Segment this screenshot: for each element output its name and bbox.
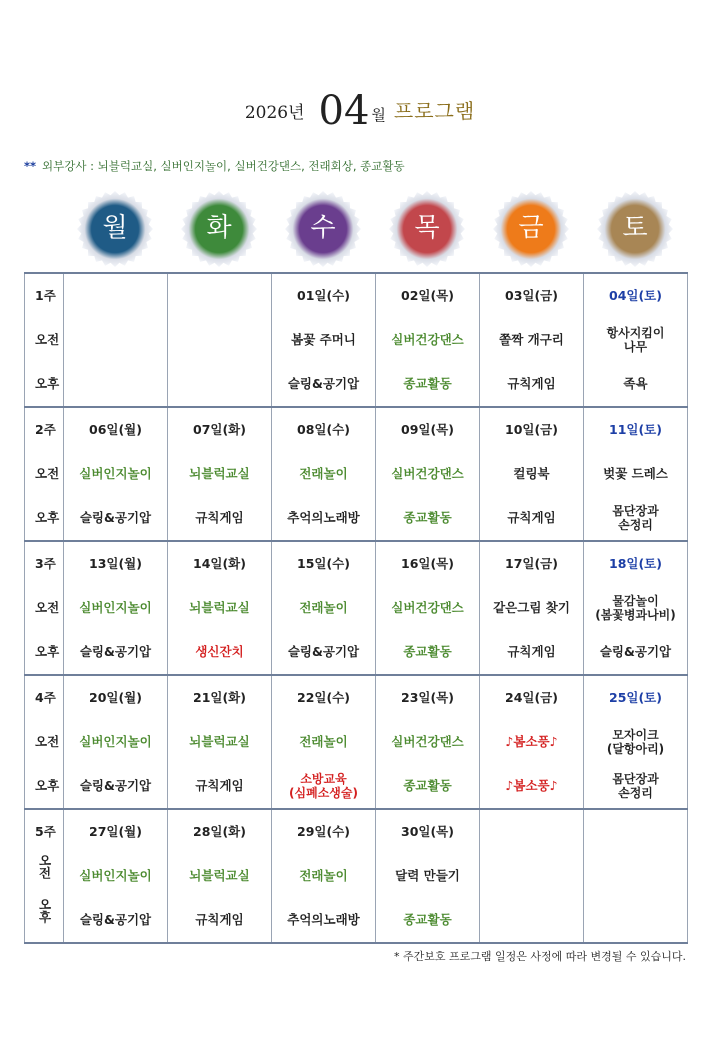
day-date: 18일(토) xyxy=(609,556,662,571)
am-activity: 전래놀이 xyxy=(299,466,348,481)
weekday-badges xyxy=(0,190,720,270)
am-activity: 실버인지놀이 xyxy=(79,868,152,883)
am-label: 오전 xyxy=(35,734,60,749)
external-instructor-note xyxy=(24,158,405,174)
day-date: 29일(수) xyxy=(297,824,350,839)
day-cell xyxy=(480,541,584,675)
week-label: 1주 xyxy=(35,288,56,303)
pm-activity: 슬링&공기압 xyxy=(287,376,360,391)
day-cell xyxy=(64,541,168,675)
day-cell xyxy=(584,541,688,675)
day-cell xyxy=(272,675,376,809)
day-cell xyxy=(272,273,376,407)
day-date xyxy=(64,274,167,318)
day-date: 17일(금) xyxy=(505,556,558,571)
day-cell xyxy=(480,273,584,407)
day-date: 16일(목) xyxy=(401,556,454,571)
week-label: 3주 xyxy=(35,556,56,571)
title-month-suffix: 월 xyxy=(371,106,386,124)
am-label: 오전 xyxy=(37,854,52,879)
day-date: 22일(수) xyxy=(297,690,350,705)
weekday-label-sat: 토 xyxy=(622,213,648,243)
day-date: 14일(화) xyxy=(193,556,246,571)
am-activity: 실버건강댄스 xyxy=(391,600,464,615)
am-activity: 실버인지놀이 xyxy=(79,466,152,481)
day-cell xyxy=(272,541,376,675)
weekday-label-mon: 월 xyxy=(102,213,128,243)
am-activity: 실버인지놀이 xyxy=(79,600,152,615)
page-title xyxy=(0,88,720,134)
pm-activity: 종교활동 xyxy=(403,510,452,525)
day-cell xyxy=(480,675,584,809)
pm-activity: 슬링&공기압 xyxy=(599,644,672,659)
day-cell xyxy=(376,407,480,541)
week-label: 2주 xyxy=(35,422,56,437)
day-date: 21일(화) xyxy=(193,690,246,705)
am-activity: 봄꽃 주머니 xyxy=(291,332,356,347)
day-date: 28일(화) xyxy=(193,824,246,839)
am-activity: 벚꽃 드레스 xyxy=(603,466,668,481)
pm-activity xyxy=(64,362,167,406)
pm-label: 오후 xyxy=(37,898,52,923)
day-cell xyxy=(168,809,272,943)
day-cell xyxy=(168,273,272,407)
day-date xyxy=(480,810,583,854)
day-date xyxy=(168,274,271,318)
am-activity: 쫄짝 개구리 xyxy=(499,332,564,347)
am-activity: 실버건강댄스 xyxy=(391,466,464,481)
pm-activity: 몸단장과 손정리 xyxy=(612,772,659,800)
pm-activity: 종교활동 xyxy=(403,644,452,659)
pm-activity: 규칙게임 xyxy=(195,778,244,793)
weekday-label-thu: 목 xyxy=(414,213,440,243)
pm-activity xyxy=(480,898,583,942)
week-label: 4주 xyxy=(35,690,56,705)
day-date: 25일(토) xyxy=(609,690,662,705)
day-date: 09일(목) xyxy=(401,422,454,437)
program-calendar xyxy=(24,272,688,944)
am-activity: 컬링북 xyxy=(513,466,550,481)
am-activity: 전래놀이 xyxy=(299,734,348,749)
pm-activity: 규칙게임 xyxy=(507,510,556,525)
day-date: 03일(금) xyxy=(505,288,558,303)
am-activity: 뇌블럭교실 xyxy=(189,600,250,615)
am-label: 오전 xyxy=(35,600,60,615)
day-date: 10일(금) xyxy=(505,422,558,437)
day-cell xyxy=(584,273,688,407)
title-year: 2026년 xyxy=(244,103,305,123)
day-date: 01일(수) xyxy=(297,288,350,303)
day-cell xyxy=(168,541,272,675)
pm-activity: 소방교육 (심폐소생술) xyxy=(289,772,358,800)
am-activity: 뇌블럭교실 xyxy=(189,734,250,749)
am-activity: 뇌블럭교실 xyxy=(189,868,250,883)
pm-activity: 슬링&공기압 xyxy=(79,778,152,793)
week-row xyxy=(25,809,688,943)
day-date: 23일(목) xyxy=(401,690,454,705)
weekday-label-wed: 수 xyxy=(310,213,336,243)
note-stars: ** xyxy=(24,159,37,173)
am-activity: 전래놀이 xyxy=(299,600,348,615)
title-program: 프로그램 xyxy=(393,99,476,123)
day-date: 30일(목) xyxy=(401,824,454,839)
day-cell xyxy=(272,407,376,541)
day-cell xyxy=(168,675,272,809)
am-activity: 전래놀이 xyxy=(299,868,348,883)
pm-activity xyxy=(584,898,687,942)
day-cell xyxy=(584,675,688,809)
am-activity: 실버건강댄스 xyxy=(391,332,464,347)
pm-activity: 슬링&공기압 xyxy=(287,644,360,659)
day-date: 27일(월) xyxy=(89,824,142,839)
day-cell xyxy=(376,809,480,943)
week-label-cell xyxy=(25,809,64,943)
weekday-badge-mon xyxy=(76,190,154,268)
pm-activity: 규칙게임 xyxy=(195,912,244,927)
week-label-cell xyxy=(25,675,64,809)
day-date: 24일(금) xyxy=(505,690,558,705)
weekday-badge-tue xyxy=(180,190,258,268)
day-date: 08일(수) xyxy=(297,422,350,437)
am-activity: 같은그림 찾기 xyxy=(493,600,570,615)
note-text: 외부강사 : 뇌블럭교실, 실버인지놀이, 실버건강댄스, 전래회상, 종교활동 xyxy=(42,159,405,173)
day-cell xyxy=(376,675,480,809)
week-label-cell xyxy=(25,541,64,675)
am-activity xyxy=(584,854,687,898)
am-activity: ♪봄소풍♪ xyxy=(505,734,558,749)
day-cell xyxy=(272,809,376,943)
pm-activity: 규칙게임 xyxy=(195,510,244,525)
pm-label: 오후 xyxy=(35,778,60,793)
footer-note: * 주간보호 프로그램 일정은 사정에 따라 변경될 수 있습니다. xyxy=(394,950,686,963)
day-cell xyxy=(480,407,584,541)
day-cell xyxy=(584,809,688,943)
day-cell xyxy=(64,407,168,541)
day-date: 06일(월) xyxy=(89,422,142,437)
am-activity: 뇌블럭교실 xyxy=(189,466,250,481)
weekday-badge-sat xyxy=(596,190,674,268)
pm-activity: 슬링&공기압 xyxy=(79,510,152,525)
day-cell xyxy=(584,407,688,541)
pm-activity: 슬링&공기압 xyxy=(79,644,152,659)
pm-activity xyxy=(168,362,271,406)
pm-activity: 슬링&공기압 xyxy=(79,912,152,927)
week-label: 5주 xyxy=(35,824,56,839)
day-date: 02일(목) xyxy=(401,288,454,303)
day-date: 11일(토) xyxy=(609,422,662,437)
pm-activity: 종교활동 xyxy=(403,376,452,391)
am-activity: 모자이크 (달항아리) xyxy=(606,728,665,756)
pm-label: 오후 xyxy=(35,510,60,525)
am-activity xyxy=(168,318,271,362)
weekday-badge-thu xyxy=(388,190,466,268)
weekday-label-fri: 금 xyxy=(518,213,544,243)
am-activity: 달력 만들기 xyxy=(395,868,460,883)
weekday-badge-wed xyxy=(284,190,362,268)
pm-activity: 종교활동 xyxy=(403,778,452,793)
pm-activity: 규칙게임 xyxy=(507,644,556,659)
day-date: 04일(토) xyxy=(609,288,662,303)
am-activity: 항사지킴이 나무 xyxy=(606,326,665,354)
pm-activity: 생신잔치 xyxy=(195,644,244,659)
day-cell xyxy=(64,809,168,943)
day-date: 07일(화) xyxy=(193,422,246,437)
day-cell xyxy=(376,273,480,407)
am-activity xyxy=(64,318,167,362)
am-activity: 실버건강댄스 xyxy=(391,734,464,749)
day-cell xyxy=(480,809,584,943)
am-activity xyxy=(480,854,583,898)
day-date: 20일(월) xyxy=(89,690,142,705)
week-label-cell xyxy=(25,273,64,407)
week-row xyxy=(25,675,688,809)
week-row xyxy=(25,273,688,407)
day-date: 13일(월) xyxy=(89,556,142,571)
day-cell xyxy=(376,541,480,675)
weekday-badge-fri xyxy=(492,190,570,268)
am-activity: 실버인지놀이 xyxy=(79,734,152,749)
day-cell xyxy=(64,675,168,809)
day-date xyxy=(584,810,687,854)
title-month: 04 xyxy=(318,88,370,134)
day-date: 15일(수) xyxy=(297,556,350,571)
week-row xyxy=(25,407,688,541)
am-label: 오전 xyxy=(35,466,60,481)
pm-label: 오후 xyxy=(35,644,60,659)
pm-label: 오후 xyxy=(35,376,60,391)
pm-activity: 추억의노래방 xyxy=(287,510,360,525)
pm-activity: ♪봄소풍♪ xyxy=(505,778,558,793)
day-cell xyxy=(64,273,168,407)
week-label-cell xyxy=(25,407,64,541)
am-label: 오전 xyxy=(35,332,60,347)
pm-activity: 규칙게임 xyxy=(507,376,556,391)
weekday-label-tue: 화 xyxy=(206,213,232,243)
pm-activity: 종교활동 xyxy=(403,912,452,927)
week-row xyxy=(25,541,688,675)
pm-activity: 몸단장과 손정리 xyxy=(612,504,659,532)
am-activity: 물감놀이 (봄꽃병과나비) xyxy=(595,594,676,622)
pm-activity: 추억의노래방 xyxy=(287,912,360,927)
pm-activity: 족욕 xyxy=(623,376,648,391)
day-cell xyxy=(168,407,272,541)
